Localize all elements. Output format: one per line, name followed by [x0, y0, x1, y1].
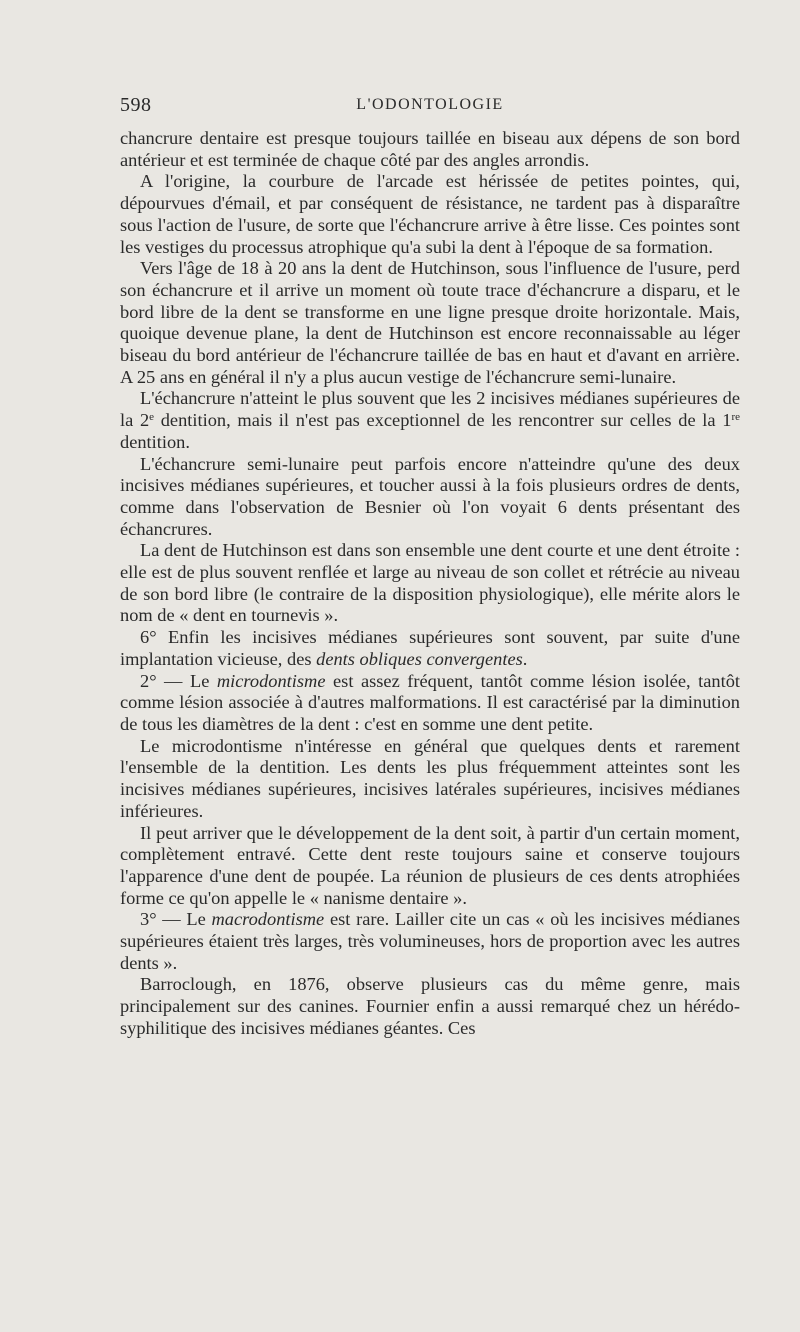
- running-title: L'ODONTOLOGIE: [356, 96, 504, 113]
- text-run: La dent de Hutchinson est dans son ensemble une dent courte et une dent étroite : elle est de plus souvent renflée et large au niveau de son collet et rétrécie au niveau de son bord libre (le contraire de la disposition physiologique), elle mérite alors le nom de « dent en tournevis ».: [120, 540, 740, 626]
- paragraph: [120, 258, 740, 388]
- body-text: [120, 128, 740, 1040]
- text-run: chancrure dentaire est presque toujours taillée en biseau aux dépens de son bord antérieur et est terminée de chaque côté par des angles arrondis.: [120, 128, 740, 170]
- text-run: 2° — Le: [140, 670, 217, 691]
- italic-term: microdontisme: [216, 670, 326, 691]
- text-run: Le microdontisme n'intéresse en général que quelques dents et rarement l'ensemble de la dentition. Les dents les plus fréquemment atteintes sont les incisives médianes supérieures, incisives latérales supérieures, incisives médianes inférieures.: [120, 735, 740, 821]
- paragraph: [120, 388, 740, 453]
- text-run: dentition, mais il n'est pas exceptionnel de les rencontrer sur celles de la 1: [154, 410, 732, 431]
- running-head: [120, 94, 740, 118]
- paragraph: [120, 128, 740, 171]
- paragraph: [120, 671, 740, 736]
- text-run: L'échancrure semi-lunaire peut parfois encore n'atteindre qu'une des deux incisives médianes supérieures, et toucher aussi à la fois plusieurs ordres de dents, comme dans l'observation de Besnier où l'on voyait 6 dents présentant des échancrures.: [120, 453, 740, 539]
- page-number: 598: [120, 94, 152, 116]
- text-run: Barroclough, en 1876, observe plusieurs cas du même genre, mais principalement sur des canines. Fournier enfin a aussi remarqué chez un hérédo-syphilitique des incisives médianes géantes. Ces: [120, 974, 740, 1038]
- text-run: Vers l'âge de 18 à 20 ans la dent de Hutchinson, sous l'influence de l'usure, perd son échancrure et il arrive un moment où toute trace d'échancrure a disparu, et le bord libre de la dent se transforme en une ligne presque droite horizontale. Mais, quoique devenue plane, la dent de Hutchinson est encore reconnaissable au léger biseau du bord antérieur de l'échancrure taillée de bas en haut et d'avant en arrière. A 25 ans en général il n'y a plus aucun vestige de l'échancrure semi-lunaire.: [120, 258, 740, 387]
- italic-term: macrodontisme: [211, 909, 325, 930]
- text-run: A l'origine, la courbure de l'arcade est hérissée de petites pointes, qui, dépourvues d'émail, et par conséquent de résistance, ne tardent pas à disparaître sous l'action de l'usure, de sorte que l'échancrure arrive à être lisse. Ces pointes sont les vestiges du processus atrophique qu'a subi la dent à l'époque de sa formation.: [120, 171, 740, 257]
- paragraph: [120, 823, 740, 910]
- paragraph: [120, 736, 740, 823]
- paragraph: [120, 454, 740, 541]
- text-run: est rare. Lailler cite un cas « où les incisives médianes supérieures étaient très larges, très volumineuses, hors de proportion avec les autres dents ».: [120, 909, 740, 973]
- text-run: L'échancrure n'atteint le plus souvent que les 2 incisives médianes supérieures de la 2: [120, 388, 740, 431]
- paragraph: [120, 974, 740, 1039]
- text-run: 3° — Le: [140, 909, 212, 930]
- text-run: .: [522, 648, 528, 669]
- text-run: Il peut arriver que le développement de la dent soit, à partir d'un certain moment, complètement entravé. Cette dent reste toujours saine et conserve toujours l'apparence d'une dent de poupée. La réunion de plusieurs de ces dents atrophiées forme ce qu'on appelle le « nanisme dentaire ».: [120, 822, 740, 908]
- text-run: dentition.: [120, 431, 190, 452]
- superscript: re: [731, 411, 740, 424]
- paragraph: [120, 540, 740, 627]
- text-run: est assez fréquent, tantôt comme lésion isolée, tantôt comme lésion associée à d'autres malformations. Il est caractérisé par la diminution de tous les diamètres de la dent : c'est en somme une dent petite.: [120, 670, 740, 734]
- paragraph: [120, 909, 740, 974]
- paragraph: [120, 627, 740, 670]
- superscript: e: [149, 411, 155, 424]
- paragraph: [120, 171, 740, 258]
- italic-term: dents obliques convergentes: [316, 648, 523, 669]
- text-run: 6° Enfin les incisives médianes supérieures sont souvent, par suite d'une implantation vicieuse, des: [120, 627, 740, 669]
